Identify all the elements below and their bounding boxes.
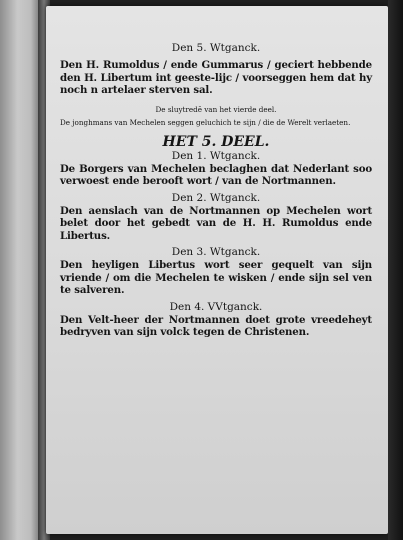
act-conclusion-text: De jonghmans van Mechelen seggen geluchich te sijn / die de Werelt verlaeten. — [60, 118, 351, 127]
scene-text-5: Den H. Rumoldus / ende Gummarus / geciert hebbende den H. Libertum int geeste-lijc / voorseggen hem dat hy noch n artelaer sterven sal. — [60, 59, 372, 96]
scene-text-3: Den heyligen Libertus wort seer gequelt van sijn vriende / om die Mechelen te wisken / ende sijn sel ven te salveren. — [60, 259, 372, 296]
scene-heading-3: Den 3. Wtganck. — [171, 246, 261, 258]
scene-heading-2: Den 2. Wtganck. — [171, 191, 261, 204]
scene-heading-5: Den 5. Wtganck. — [171, 42, 261, 54]
act-conclusion-heading: De sluytredē van het vierde deel. — [155, 104, 277, 114]
right-background — [388, 0, 403, 540]
scene-text-4: Den Velt-heer der Nortmannen doet grote vreedeheyt bedryven van sijn volck tegen de Christenen. — [60, 313, 372, 338]
scene-text-1: De Borgers van Mechelen beclaghen dat Nederlant soo verwoest ende berooft wort / van de Nortmannen. — [60, 162, 372, 187]
scene-heading-4: Den 4. VVtganck. — [169, 300, 263, 313]
scene-text-2: Den aenslach van de Nortmannen op Mechelen wort belet door het gebedt van de H. H. Rumoldus ende Libertus. — [60, 204, 372, 242]
scene-heading-1: Den 1. Wtganck. — [171, 149, 261, 162]
part-title: HET 5. DEEL. — [162, 133, 270, 150]
page-content — [60, 42, 372, 339]
